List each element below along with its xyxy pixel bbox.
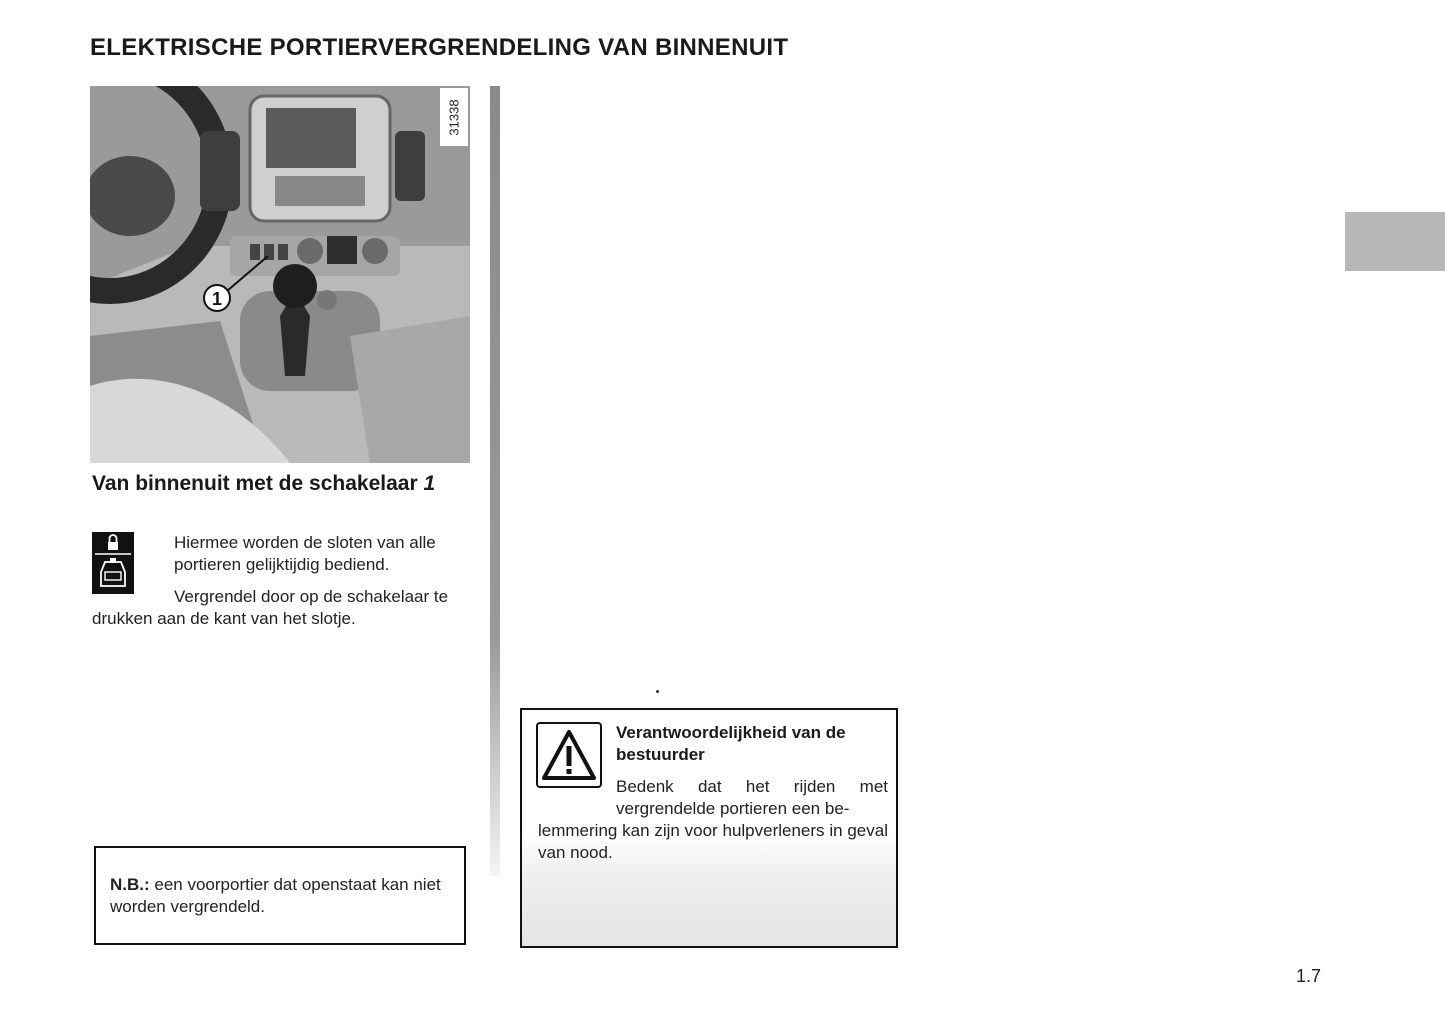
door-lock-switch-icon	[92, 532, 134, 594]
stray-dot	[656, 690, 659, 693]
page-title: ELEKTRISCHE PORTIERVERGRENDELING VAN BINNENUIT	[90, 34, 789, 61]
note-label: N.B.:	[110, 875, 150, 894]
note-text: een voorportier dat openstaat kan niet worden vergrendeld.	[110, 875, 441, 916]
photo-reference-number: 31338	[440, 88, 468, 146]
note-box	[94, 846, 466, 945]
warning-text: Bedenk dat het rijden met vergrendelde portieren een be- lemmering kan zijn voor hulpverleners in geval van nood.	[538, 777, 888, 862]
warning-title: Verantwoordelijkheid van de bestuurder	[616, 723, 846, 764]
description-paragraph: Hiermee worden de sloten van alle portieren gelijktijdig bediend.	[174, 533, 436, 574]
chapter-tab	[1345, 212, 1445, 271]
instruction-paragraph: Vergrendel door op de schakelaar te drukken aan de kant van het slotje.	[92, 587, 449, 628]
dashboard-photo	[90, 86, 470, 463]
warning-box	[520, 708, 898, 948]
column-divider	[490, 86, 500, 876]
photo-callout-label: 1	[211, 289, 223, 309]
page-number: 1.7	[1296, 966, 1322, 986]
section-heading: Van binnenuit met de schakelaar 1	[92, 472, 436, 495]
